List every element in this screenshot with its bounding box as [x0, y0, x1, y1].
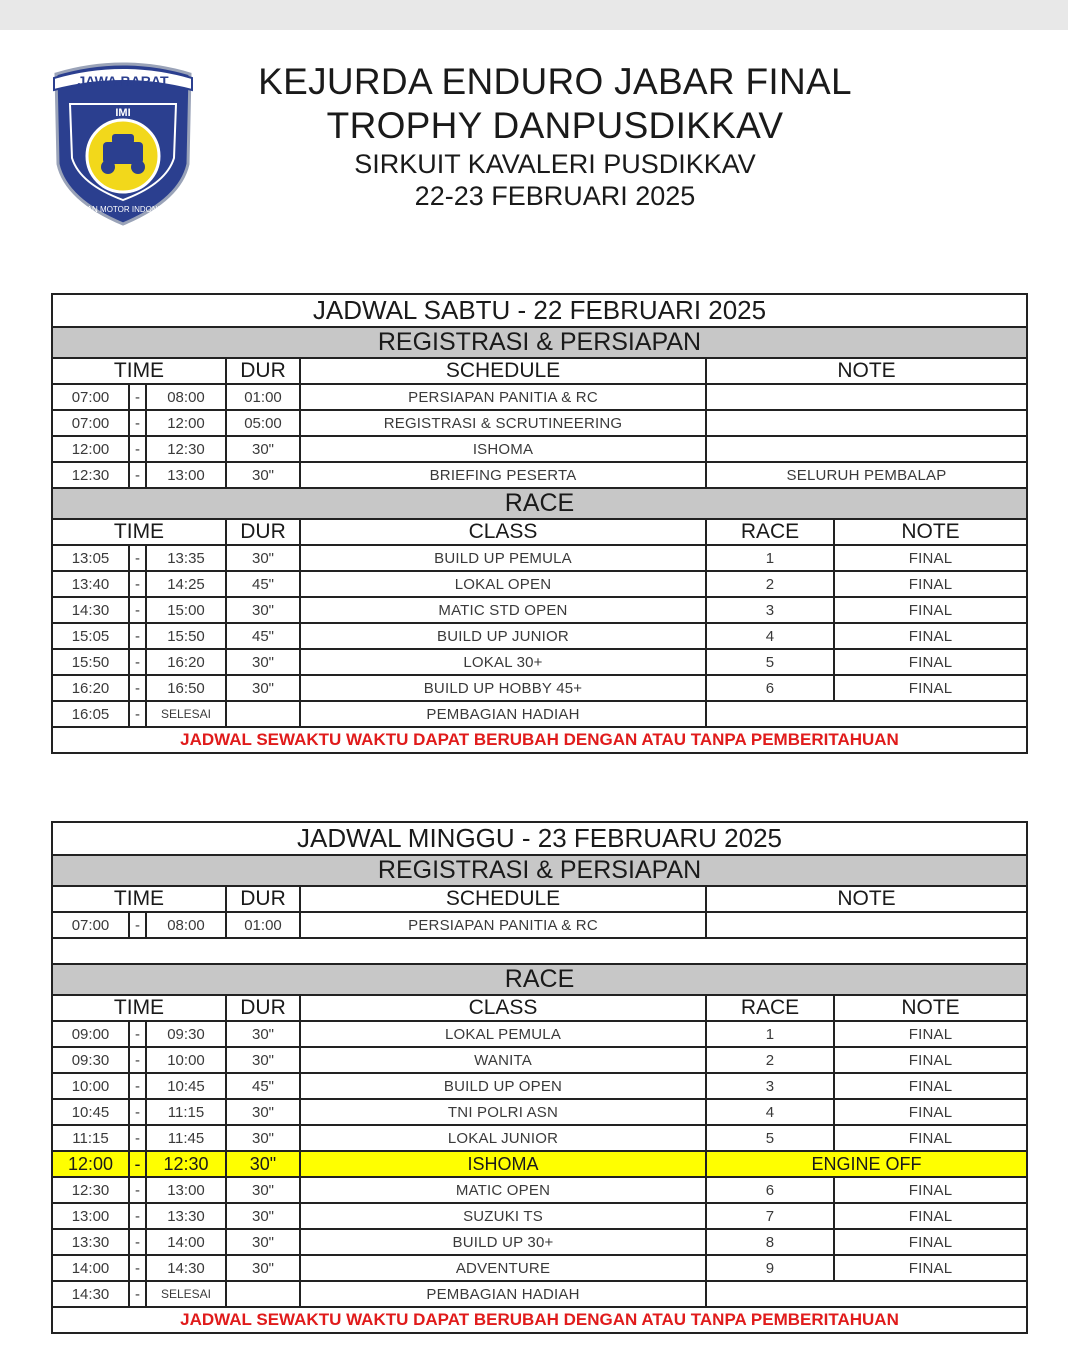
end-time: 10:45	[146, 1073, 226, 1099]
time-separator: -	[129, 571, 146, 597]
end-time: 09:30	[146, 1021, 226, 1047]
col-header-dur: DUR	[226, 358, 300, 384]
note	[706, 410, 1027, 436]
col-header-note: NOTE	[706, 886, 1027, 912]
note	[706, 701, 1027, 727]
duration: 30"	[226, 462, 300, 488]
duration: 01:00	[226, 384, 300, 410]
table-row	[52, 1047, 1027, 1073]
time-separator: -	[129, 1177, 146, 1203]
table-row	[52, 384, 1027, 410]
time-separator: -	[129, 1229, 146, 1255]
race-number: 2	[706, 1047, 834, 1073]
note: FINAL	[834, 1229, 1027, 1255]
empty-row	[52, 938, 1027, 964]
duration: 30"	[226, 1229, 300, 1255]
table-row	[52, 1229, 1027, 1255]
saturday-registration-band: REGISTRASI & PERSIAPAN	[52, 327, 1027, 358]
start-time: 07:00	[52, 384, 129, 410]
time-separator: -	[129, 1099, 146, 1125]
note	[706, 912, 1027, 938]
race-number: 3	[706, 597, 834, 623]
note	[706, 384, 1027, 410]
class-name: PEMBAGIAN HADIAH	[300, 1281, 706, 1307]
time-separator: -	[129, 701, 146, 727]
start-time: 16:05	[52, 701, 129, 727]
start-time: 10:00	[52, 1073, 129, 1099]
duration	[226, 1281, 300, 1307]
start-time: 12:00	[52, 436, 129, 462]
col-header-note: NOTE	[834, 519, 1027, 545]
start-time: 09:30	[52, 1047, 129, 1073]
note: SELURUH PEMBALAP	[706, 462, 1027, 488]
time-separator: -	[129, 597, 146, 623]
table-row	[52, 675, 1027, 701]
col-header-time: TIME	[52, 995, 226, 1021]
note: FINAL	[834, 1021, 1027, 1047]
time-separator: -	[129, 1073, 146, 1099]
note	[706, 436, 1027, 462]
saturday-schedule-table	[51, 293, 1028, 754]
end-time: SELESAI	[146, 1281, 226, 1307]
col-header-time: TIME	[52, 886, 226, 912]
table-row	[52, 1021, 1027, 1047]
class-name: MATIC STD OPEN	[300, 597, 706, 623]
sunday-registration-band: REGISTRASI & PERSIAPAN	[52, 855, 1027, 886]
start-time: 12:30	[52, 462, 129, 488]
note: ENGINE OFF	[706, 1151, 1027, 1177]
schedule-item: BRIEFING PESERTA	[300, 462, 706, 488]
time-separator: -	[129, 1203, 146, 1229]
schedule-item: PERSIAPAN PANITIA & RC	[300, 384, 706, 410]
race-number: 8	[706, 1229, 834, 1255]
time-separator: -	[129, 675, 146, 701]
end-time: 15:50	[146, 623, 226, 649]
duration: 30"	[226, 1203, 300, 1229]
start-time: 14:30	[52, 1281, 129, 1307]
time-separator: -	[129, 1151, 146, 1177]
end-time: 14:25	[146, 571, 226, 597]
time-separator: -	[129, 436, 146, 462]
sunday-schedule-table	[51, 821, 1028, 1334]
event-title-line2: TROPHY DANPUSDIKKAV	[326, 105, 784, 146]
start-time: 13:05	[52, 545, 129, 571]
imi-logo	[48, 60, 198, 228]
table-row	[52, 1099, 1027, 1125]
end-time: 10:00	[146, 1047, 226, 1073]
col-header-dur: DUR	[226, 995, 300, 1021]
end-time: 13:00	[146, 462, 226, 488]
end-time: 13:00	[146, 1177, 226, 1203]
duration: 30"	[226, 675, 300, 701]
table-row	[52, 1125, 1027, 1151]
end-time: 13:35	[146, 545, 226, 571]
duration: 45"	[226, 571, 300, 597]
duration: 30"	[226, 1099, 300, 1125]
race-number: 9	[706, 1255, 834, 1281]
class-name: LOKAL JUNIOR	[300, 1125, 706, 1151]
schedule-item: PERSIAPAN PANITIA & RC	[300, 912, 706, 938]
note	[706, 1281, 1027, 1307]
end-time: 15:00	[146, 597, 226, 623]
duration: 05:00	[226, 410, 300, 436]
class-name: SUZUKI TS	[300, 1203, 706, 1229]
col-header-class: CLASS	[300, 519, 706, 545]
race-number: 4	[706, 623, 834, 649]
col-header-race: RACE	[706, 519, 834, 545]
race-number: 1	[706, 1021, 834, 1047]
note: FINAL	[834, 1177, 1027, 1203]
duration: 30"	[226, 1255, 300, 1281]
start-time: 10:45	[52, 1099, 129, 1125]
table-row	[52, 545, 1027, 571]
end-time: 11:45	[146, 1125, 226, 1151]
break-row	[52, 1151, 1027, 1177]
time-separator: -	[129, 410, 146, 436]
table-row	[52, 912, 1027, 938]
time-separator: -	[129, 462, 146, 488]
time-separator: -	[129, 623, 146, 649]
start-time: 07:00	[52, 912, 129, 938]
duration: 01:00	[226, 912, 300, 938]
end-time: 08:00	[146, 384, 226, 410]
time-separator: -	[129, 384, 146, 410]
race-number: 2	[706, 571, 834, 597]
time-separator: -	[129, 1255, 146, 1281]
col-header-time: TIME	[52, 519, 226, 545]
end-time: 12:30	[146, 436, 226, 462]
note: FINAL	[834, 1047, 1027, 1073]
note: FINAL	[834, 675, 1027, 701]
duration: 30"	[226, 597, 300, 623]
schedule-item: ISHOMA	[300, 436, 706, 462]
duration: 45"	[226, 1073, 300, 1099]
table-row	[52, 649, 1027, 675]
end-time: SELESAI	[146, 701, 226, 727]
duration: 30"	[226, 1177, 300, 1203]
sunday-title: JADWAL MINGGU - 23 FEBRUARU 2025	[52, 822, 1027, 855]
sunday-race-band: RACE	[52, 964, 1027, 995]
time-separator: -	[129, 1281, 146, 1307]
table-row	[52, 571, 1027, 597]
sunday-warning: JADWAL SEWAKTU WAKTU DAPAT BERUBAH DENGAN ATAU TANPA PEMBERITAHUAN	[52, 1307, 1027, 1333]
logo-ring-text: IKATAN MOTOR INDONESIA	[70, 205, 176, 214]
duration: 30"	[226, 1047, 300, 1073]
note: FINAL	[834, 649, 1027, 675]
note: FINAL	[834, 1073, 1027, 1099]
start-time: 13:30	[52, 1229, 129, 1255]
saturday-title: JADWAL SABTU - 22 FEBRUARI 2025	[52, 294, 1027, 327]
table-row	[52, 597, 1027, 623]
race-number: 1	[706, 545, 834, 571]
col-header-race: RACE	[706, 995, 834, 1021]
note: FINAL	[834, 597, 1027, 623]
note: FINAL	[834, 1125, 1027, 1151]
duration: 30"	[226, 1151, 300, 1177]
start-time: 13:00	[52, 1203, 129, 1229]
class-name: BUILD UP PEMULA	[300, 545, 706, 571]
note: FINAL	[834, 545, 1027, 571]
note: FINAL	[834, 1099, 1027, 1125]
table-row	[52, 1255, 1027, 1281]
end-time: 16:50	[146, 675, 226, 701]
start-time: 13:40	[52, 571, 129, 597]
table-row	[52, 1073, 1027, 1099]
event-venue: SIRKUIT KAVALERI PUSDIKKAV	[354, 149, 756, 179]
event-header	[220, 60, 890, 212]
col-header-schedule: SCHEDULE	[300, 886, 706, 912]
col-header-dur: DUR	[226, 519, 300, 545]
table-row	[52, 410, 1027, 436]
start-time: 14:00	[52, 1255, 129, 1281]
race-number: 3	[706, 1073, 834, 1099]
event-title-line1: KEJURDA ENDURO JABAR FINAL	[258, 61, 852, 102]
table-row	[52, 1281, 1027, 1307]
class-name: BUILD UP 30+	[300, 1229, 706, 1255]
start-time: 07:00	[52, 410, 129, 436]
class-name: PEMBAGIAN HADIAH	[300, 701, 706, 727]
col-header-note: NOTE	[834, 995, 1027, 1021]
col-header-schedule: SCHEDULE	[300, 358, 706, 384]
time-separator: -	[129, 1047, 146, 1073]
start-time: 12:00	[52, 1151, 129, 1177]
class-name: BUILD UP OPEN	[300, 1073, 706, 1099]
top-bar	[0, 0, 1068, 30]
duration: 30"	[226, 649, 300, 675]
class-name: LOKAL PEMULA	[300, 1021, 706, 1047]
note: FINAL	[834, 571, 1027, 597]
end-time: 12:00	[146, 410, 226, 436]
race-number: 7	[706, 1203, 834, 1229]
col-header-class: CLASS	[300, 995, 706, 1021]
table-row	[52, 623, 1027, 649]
class-name: WANITA	[300, 1047, 706, 1073]
start-time: 15:50	[52, 649, 129, 675]
race-number: 5	[706, 1125, 834, 1151]
race-number: 6	[706, 675, 834, 701]
start-time: 09:00	[52, 1021, 129, 1047]
race-number: 5	[706, 649, 834, 675]
col-header-dur: DUR	[226, 886, 300, 912]
end-time: 16:20	[146, 649, 226, 675]
duration: 30"	[226, 436, 300, 462]
class-name: MATIC OPEN	[300, 1177, 706, 1203]
table-row	[52, 462, 1027, 488]
note: FINAL	[834, 1255, 1027, 1281]
logo-arc-text: JAWA BARAT	[77, 73, 169, 89]
end-time: 13:30	[146, 1203, 226, 1229]
time-separator: -	[129, 1021, 146, 1047]
end-time: 14:00	[146, 1229, 226, 1255]
class-name: ADVENTURE	[300, 1255, 706, 1281]
end-time: 12:30	[146, 1151, 226, 1177]
duration: 45"	[226, 623, 300, 649]
table-row	[52, 1203, 1027, 1229]
start-time: 12:30	[52, 1177, 129, 1203]
schedule-item: REGISTRASI & SCRUTINEERING	[300, 410, 706, 436]
start-time: 15:05	[52, 623, 129, 649]
class-name: BUILD UP HOBBY 45+	[300, 675, 706, 701]
col-header-time: TIME	[52, 358, 226, 384]
class-name: LOKAL 30+	[300, 649, 706, 675]
start-time: 16:20	[52, 675, 129, 701]
time-separator: -	[129, 545, 146, 571]
time-separator: -	[129, 649, 146, 675]
table-row	[52, 701, 1027, 727]
race-number: 4	[706, 1099, 834, 1125]
time-separator: -	[129, 1125, 146, 1151]
note: FINAL	[834, 1203, 1027, 1229]
table-row	[52, 1177, 1027, 1203]
time-separator: -	[129, 912, 146, 938]
race-number: 6	[706, 1177, 834, 1203]
saturday-warning: JADWAL SEWAKTU WAKTU DAPAT BERUBAH DENGAN ATAU TANPA PEMBERITAHUAN	[52, 727, 1027, 753]
start-time: 14:30	[52, 597, 129, 623]
saturday-race-band: RACE	[52, 488, 1027, 519]
start-time: 11:15	[52, 1125, 129, 1151]
duration	[226, 701, 300, 727]
duration: 30"	[226, 545, 300, 571]
duration: 30"	[226, 1021, 300, 1047]
class-name: LOKAL OPEN	[300, 571, 706, 597]
logo-initials: IMI	[115, 107, 131, 119]
class-name: ISHOMA	[300, 1151, 706, 1177]
class-name: BUILD UP JUNIOR	[300, 623, 706, 649]
table-row	[52, 436, 1027, 462]
end-time: 14:30	[146, 1255, 226, 1281]
col-header-note: NOTE	[706, 358, 1027, 384]
end-time: 11:15	[146, 1099, 226, 1125]
class-name: TNI POLRI ASN	[300, 1099, 706, 1125]
event-dates: 22-23 FEBRUARI 2025	[414, 181, 696, 211]
end-time: 08:00	[146, 912, 226, 938]
duration: 30"	[226, 1125, 300, 1151]
note: FINAL	[834, 623, 1027, 649]
